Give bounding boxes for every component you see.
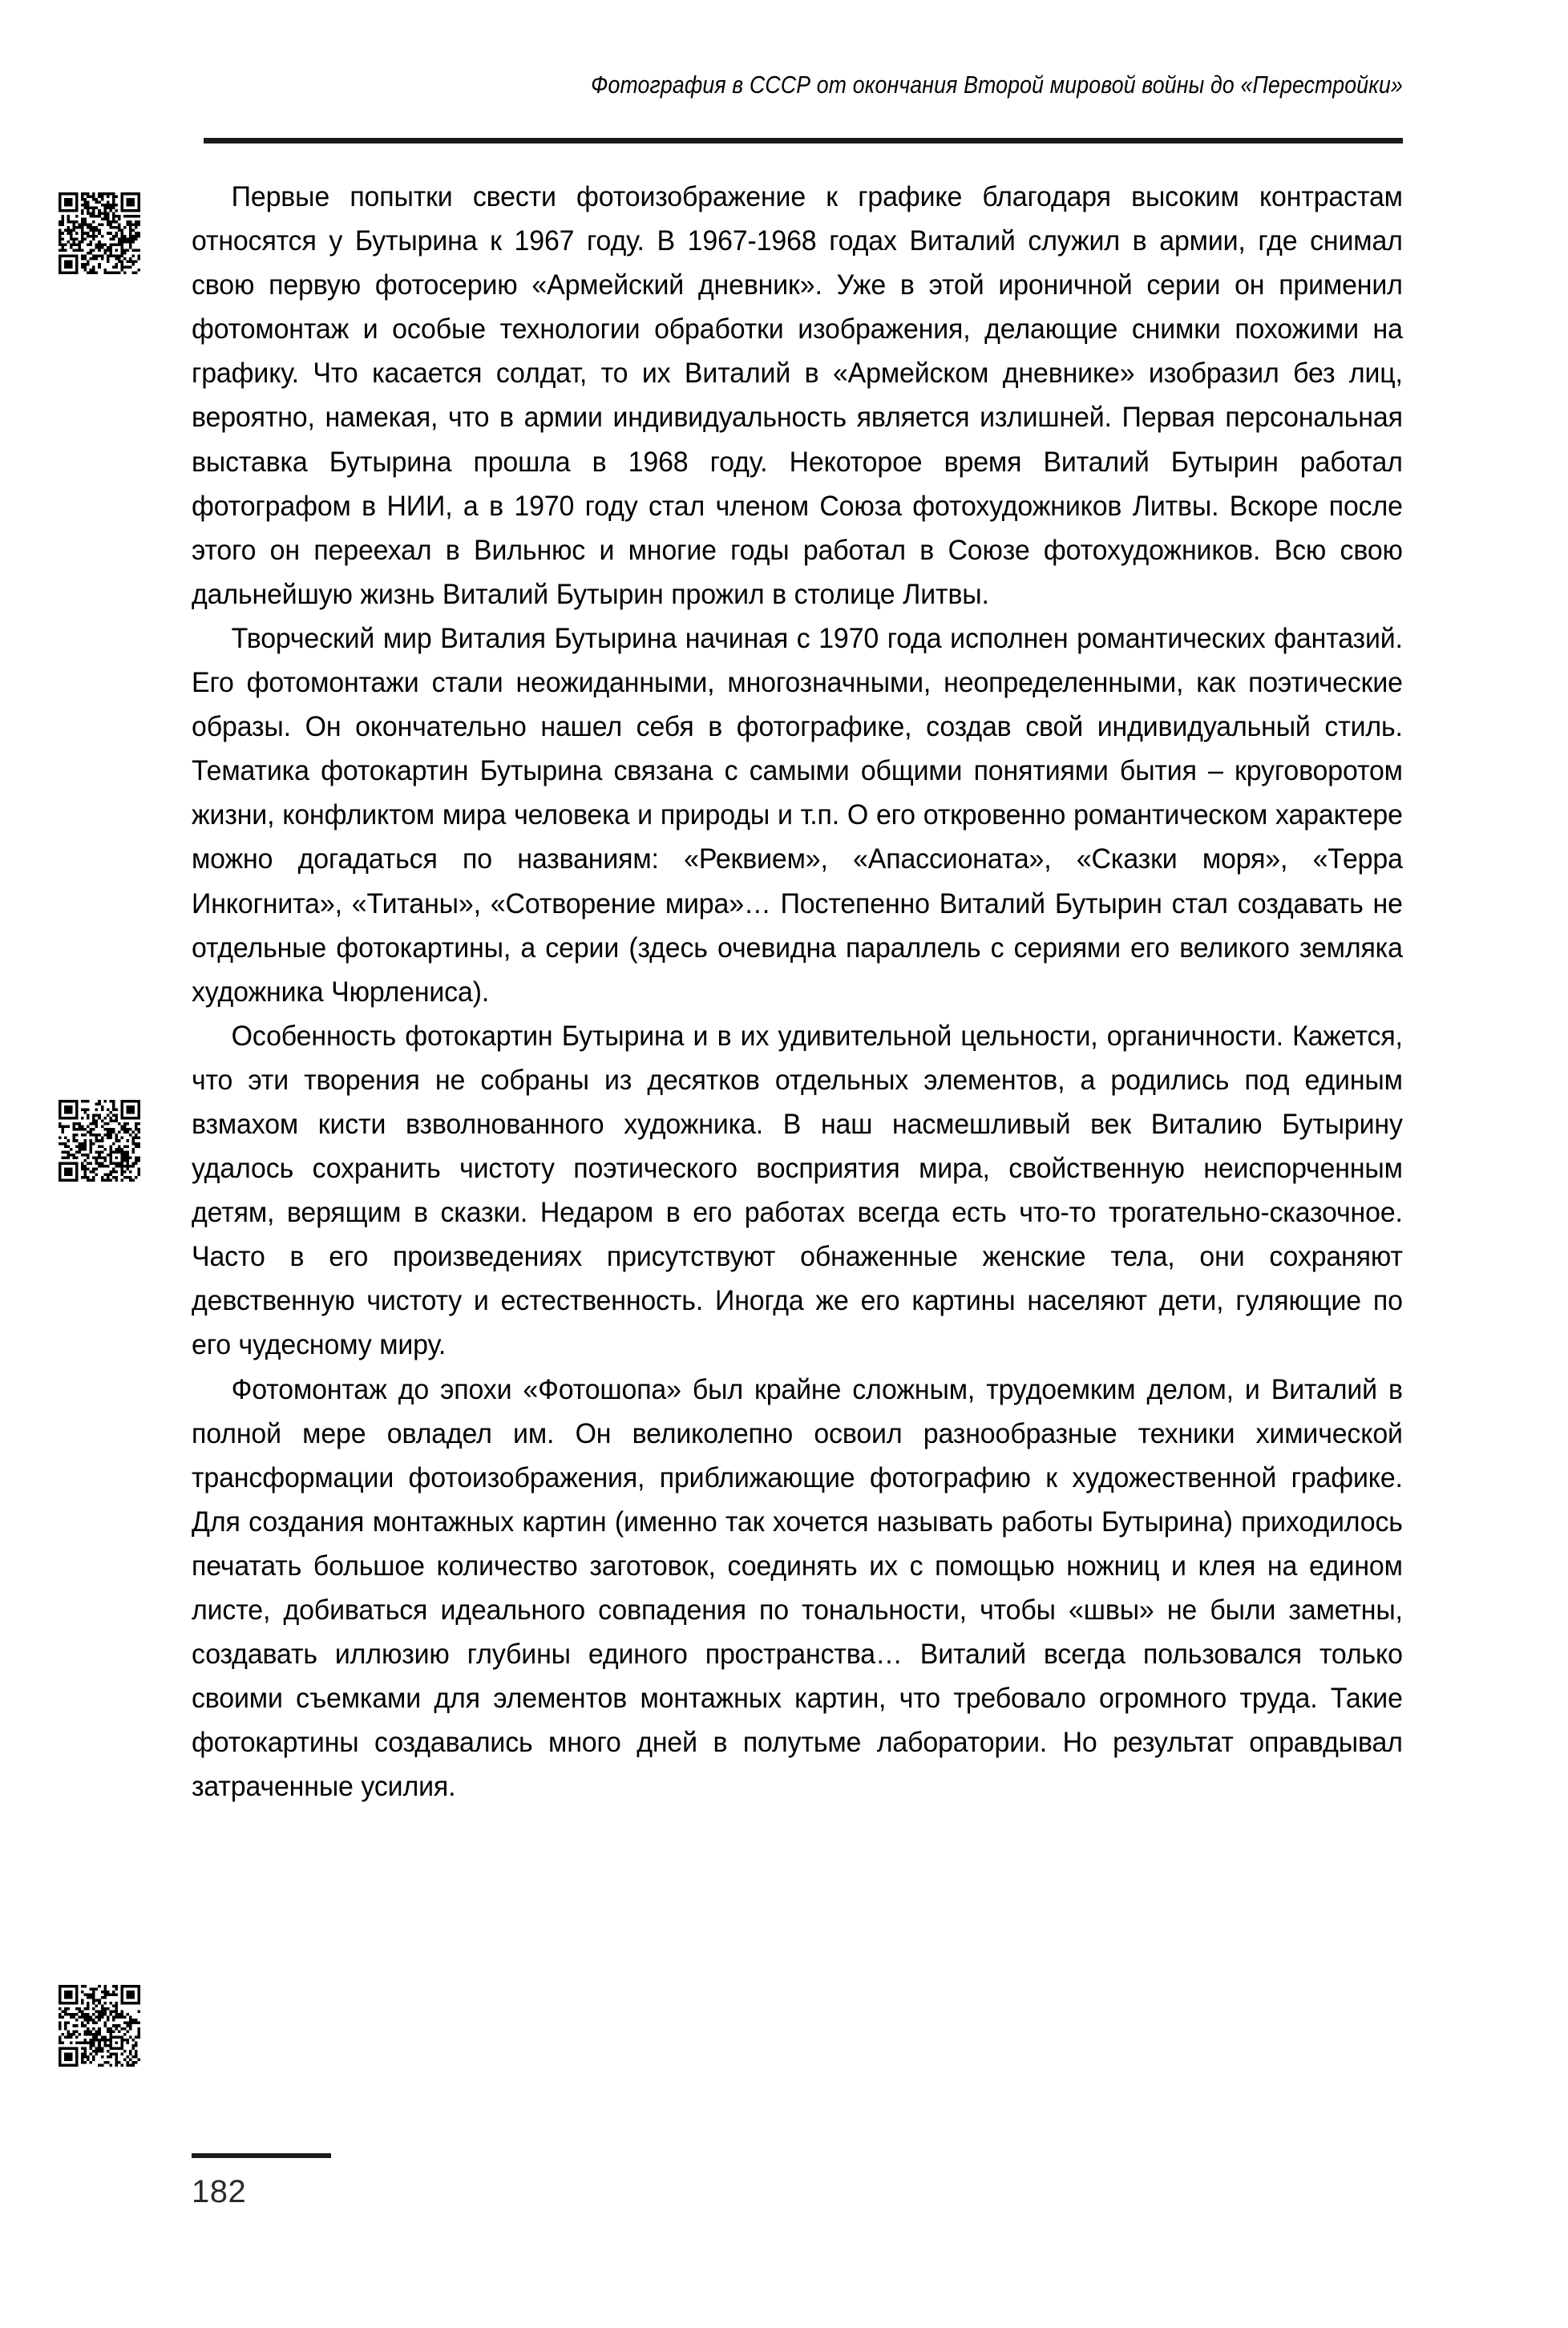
header-rule — [204, 138, 1403, 143]
qr-code-middle — [59, 1100, 140, 1182]
footer-rule — [192, 2153, 331, 2158]
body-paragraph — [192, 1368, 1403, 1809]
body-paragraph — [192, 175, 1403, 616]
paragraph-text: Фотомонтаж до эпохи «Фотошопа» был крайне сложным, трудоемким делом, и Виталий в полной мере овладел им. Он великолепно освоил разнообразные техники химической трансформации фотоизображения, приближающие фотографию к художественной графике. Для создания монтажных картин (именно так хочется называть работы Бутырина) приходилось печатать большое количество заготовок, соединять их с помощью ножниц и клея на едином листе, добиваться идеального совпадения по тональности, чтобы «швы» не были заметны, создавать иллюзию глубины единого пространства… Виталий всегда пользовался только своими съемками для элементов монтажных картин, что требовало огромного труда. Такие фотокартины создавались много дней в полутьме лаборатории. Но результат оправдывал затраченные усилия. — [192, 1372, 1403, 1803]
body-paragraph — [192, 616, 1403, 1014]
qr-code-top — [59, 192, 140, 274]
paragraph-text: Творческий мир Виталия Бутырина начиная с 1970 года исполнен романтических фантазий. Его фотомонтажи стали неожиданными, многозначными, неопределенными, как поэтические образы. Он окончательно нашел себя в фотографике, создав свой индивидуальный стиль. Тематика фотокартин Бутырина связана с самыми общими понятиями бытия – круговоротом жизни, конфликтом мира человека и природы и т.п. О его откровенно романтическом характере можно догадаться по названиям: «Реквием», «Апассионата», «Сказки моря», «Терра Инкогнита», «Титаны», «Сотворение мира»… Постепенно Виталий Бутырин стал создавать не отдельные фотокартины, а серии (здесь очевидна параллель с сериями его великого земляка художника Чюрлениса). — [192, 621, 1403, 1008]
running-header: Фотография в СССР от окончания Второй мировой войны до «Перестройки» — [591, 71, 1403, 99]
page-number: 182 — [192, 2174, 247, 2209]
paragraph-text: Первые попытки свести фотоизображение к графике благодаря высоким контрастам относятся у Бутырина к 1967 году. В 1967-1968 годах Виталий служил в армии, где снимал свою первую фотосерию «Армейский дневник». Уже в этой ироничной серии он применил фотомонтаж и особые технологии обработки изображения, делающие снимки похожими на графику. Что касается солдат, то их Виталий в «Армейском дневнике» изобразил без лиц, вероятно, намекая, что в армии индивидуальность является излишней. Первая персональная выставка Бутырина прошла в 1968 году. Некоторое время Виталий Бутырин работал фотографом в НИИ, а в 1970 году стал членом Союза фотохудожников Литвы. Вскоре после этого он переехал в Вильнюс и многие годы работал в Союзе фотохудожников. Всю свою дальнейшую жизнь Виталий Бутырин прожил в столице Литвы. — [192, 180, 1403, 610]
body-text-column — [192, 175, 1403, 1809]
qr-code-bottom — [59, 1985, 140, 2067]
body-paragraph — [192, 1014, 1403, 1368]
paragraph-text: Особенность фотокартин Бутырина и в их удивительной цельности, органичности. Кажется, что эти творения не собраны из десятков отдельных элементов, а родились под единым взмахом кисти взволнованного художника. В наш насмешливый век Виталию Бутырину удалось сохранить чистоту поэтического восприятия мира, свойственную неиспорченным детям, верящим в сказки. Недаром в его работах всегда есть что-то трогательно-сказочное. Часто в его произведениях присутствуют обнаженные женские тела, они сохраняют девственную чистоту и естественность. Иногда же его картины населяют дети, гуляющие по его чудесному миру. — [192, 1019, 1403, 1361]
